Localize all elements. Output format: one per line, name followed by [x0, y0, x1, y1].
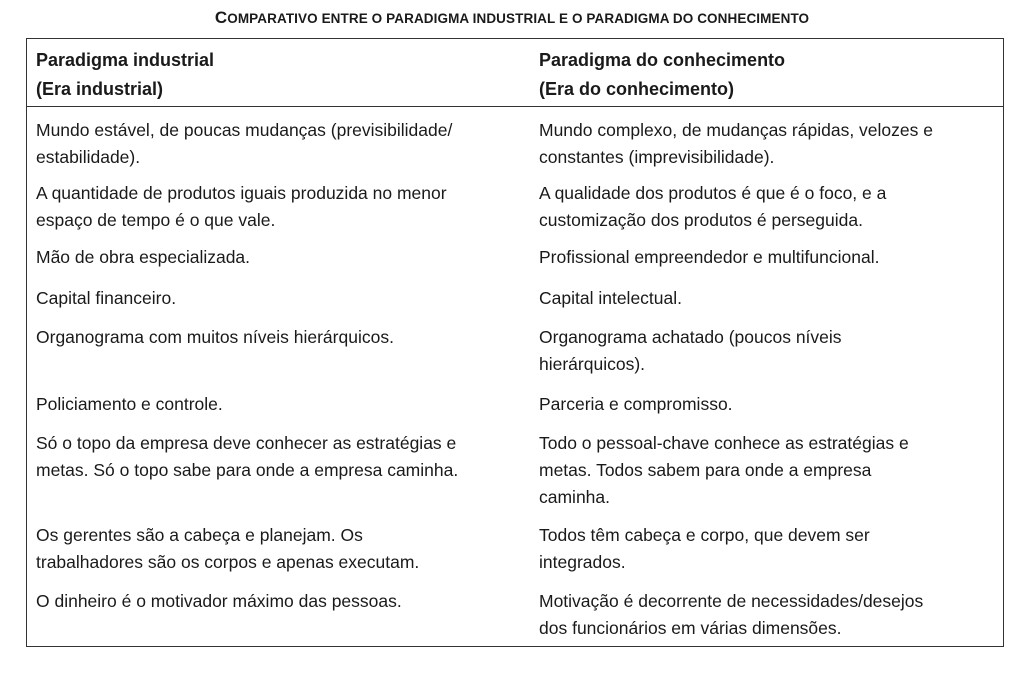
- header-line: (Era do conhecimento): [539, 79, 735, 99]
- cell-knowledge: [539, 522, 870, 576]
- cell-line: Profissional empreendedor e multifuncional.: [539, 247, 880, 267]
- header-cell-knowledge: [539, 46, 785, 104]
- cell-industrial: [36, 391, 223, 418]
- cell-line: Capital financeiro.: [36, 288, 177, 308]
- cell-industrial: [36, 285, 176, 312]
- header-line: Paradigma do conhecimento: [539, 50, 786, 70]
- cell-knowledge: [539, 430, 909, 511]
- cell-line: Capital intelectual.: [539, 288, 682, 308]
- cell-line: estabilidade).: [36, 147, 141, 167]
- cell-line: Mundo complexo, de mudanças rápidas, velozes e: [539, 120, 933, 140]
- table-header: [27, 39, 1003, 107]
- cell-knowledge: [539, 324, 842, 378]
- cell-line: Mão de obra especializada.: [36, 247, 251, 267]
- cell-line: metas. Só o topo sabe para onde a empresa caminha.: [36, 460, 459, 480]
- cell-line: A qualidade dos produtos é que é o foco, e a: [539, 183, 887, 203]
- cell-line: espaço de tempo é o que vale.: [36, 210, 276, 230]
- title-rest: OMPARATIVO ENTRE O PARADIGMA INDUSTRIAL E O PARADIGMA DO CONHECIMENTO: [227, 11, 810, 26]
- cell-line: integrados.: [539, 552, 626, 572]
- cell-line: Mundo estável, de poucas mudanças (previsibilidade/: [36, 120, 453, 140]
- cell-line: A quantidade de produtos iguais produzida no menor: [36, 183, 447, 203]
- cell-line: Todos têm cabeça e corpo, que devem ser: [539, 525, 870, 545]
- cell-industrial: [36, 430, 458, 484]
- table-title: [0, 8, 1024, 28]
- cell-line: Só o topo da empresa deve conhecer as estratégias e: [36, 433, 457, 453]
- header-cell-industrial: [36, 46, 214, 104]
- cell-line: Parceria e compromisso.: [539, 394, 733, 414]
- cell-line: Todo o pessoal-chave conhece as estratégias e: [539, 433, 909, 453]
- cell-industrial: [36, 324, 394, 351]
- title-first-letter: C: [214, 8, 228, 27]
- cell-knowledge: [539, 391, 733, 418]
- cell-industrial: [36, 244, 250, 271]
- cell-line: Policiamento e controle.: [36, 394, 223, 414]
- header-line: Paradigma industrial: [36, 50, 215, 70]
- cell-line: constantes (imprevisibilidade).: [539, 147, 775, 167]
- cell-line: customização dos produtos é perseguida.: [539, 210, 863, 230]
- cell-line: Os gerentes são a cabeça e planejam. Os: [36, 525, 363, 545]
- cell-line: caminha.: [539, 487, 611, 507]
- cell-line: hierárquicos).: [539, 354, 646, 374]
- comparison-table: [26, 38, 1004, 647]
- cell-line: Organograma achatado (poucos níveis: [539, 327, 842, 347]
- cell-industrial: [36, 117, 452, 171]
- header-line: (Era industrial): [36, 79, 164, 99]
- cell-line: Organograma com muitos níveis hierárquicos.: [36, 327, 394, 347]
- cell-line: O dinheiro é o motivador máximo das pessoas.: [36, 591, 402, 611]
- cell-line: metas. Todos sabem para onde a empresa: [539, 460, 872, 480]
- cell-knowledge: [539, 117, 933, 171]
- cell-line: trabalhadores são os corpos e apenas executam.: [36, 552, 420, 572]
- cell-line: dos funcionários em várias dimensões.: [539, 618, 842, 638]
- cell-knowledge: [539, 244, 879, 271]
- cell-knowledge: [539, 588, 923, 642]
- cell-industrial: [36, 180, 447, 234]
- cell-line: Motivação é decorrente de necessidades/desejos: [539, 591, 924, 611]
- cell-industrial: [36, 522, 419, 576]
- cell-knowledge: [539, 285, 682, 312]
- cell-knowledge: [539, 180, 886, 234]
- cell-industrial: [36, 588, 402, 615]
